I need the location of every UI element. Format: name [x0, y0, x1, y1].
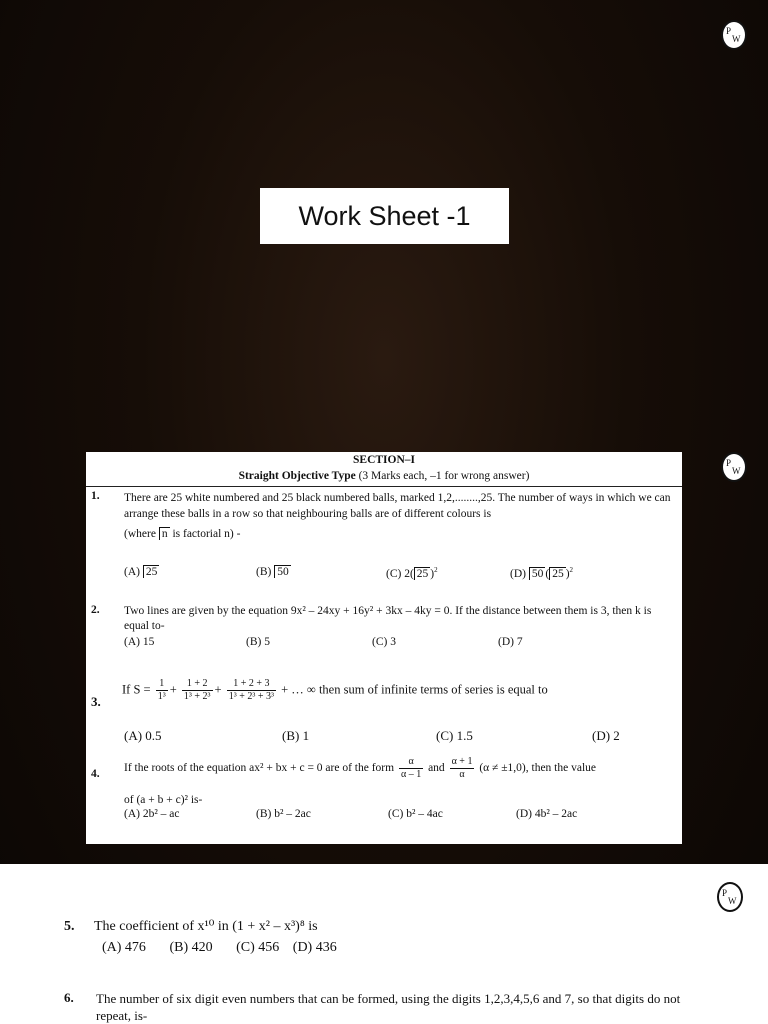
- subheading-marks: (3 Marks each, –1 for wrong answer): [358, 470, 530, 482]
- question-number: 3.: [91, 694, 101, 709]
- option-a[interactable]: (A) 25: [124, 566, 158, 578]
- question-4-text: If the roots of the equation ax² + bx + c = 0 are of the form $\frac{\alpha}{\alpha - 1}$ and $\frac{\alpha + 1}{\alpha}$ (α ≠ ±1,0), then the value: [124, 756, 597, 780]
- question-1-body: There are 25 white numbered and 25 black numbered balls, marked 1,2,........,25. The number of ways in which we can arrange these balls in a row so that neighbouring balls are of different colours is: [124, 492, 671, 520]
- pw-logo-icon: [721, 20, 747, 50]
- option-d[interactable]: (D) 4b² – 2ac: [516, 808, 578, 820]
- section-heading: SECTION–I: [353, 454, 415, 466]
- option-c[interactable]: (C) 1.5: [436, 728, 473, 743]
- option-a[interactable]: (A) 2b² – ac: [124, 808, 180, 820]
- subheading-type: Straight Objective Type: [238, 470, 356, 482]
- question-1-options: [124, 566, 664, 582]
- option-d[interactable]: (D) 436: [292, 940, 337, 955]
- note-suffix: is factorial n) -: [172, 528, 241, 540]
- pw-logo-icon: [717, 882, 743, 912]
- question-4-options: [124, 808, 664, 824]
- question-5-options: [102, 940, 337, 956]
- option-b[interactable]: (B) 420: [169, 940, 213, 955]
- option-c[interactable]: (C) b² – 4ac: [388, 808, 443, 820]
- option-c[interactable]: (C) 3: [372, 636, 396, 648]
- svg-text:P: P: [726, 458, 732, 468]
- question-3-text: If S = $\frac{1}{\text{1³}}$ + $\frac{1 + 2}{\text{1³ + 2³}}$ + $\frac{1 + 2 + 3}{\text{1³ + 2³ + 3³}}$ + … ∞ then sum of infinite terms of series is equal to: [122, 678, 548, 702]
- option-a[interactable]: (A) 15: [124, 636, 155, 648]
- option-d[interactable]: (D) 50 ( 25 )$^2$: [510, 566, 574, 580]
- question-2-text: Two lines are given by the equation 9x² – 24xy + 16y² + 3kx – 4ky = 0. If the distance between them is 3, then k is equal to-: [124, 605, 652, 632]
- question-number: 4.: [91, 768, 100, 780]
- svg-text:W: W: [728, 896, 737, 906]
- worksheet-page: [86, 452, 682, 844]
- question-5-text: The coefficient of x¹⁰ in (1 + x² – x³)⁸ is: [94, 919, 318, 934]
- divider: [86, 486, 682, 487]
- question-number: 1.: [91, 490, 100, 502]
- option-b[interactable]: (B) 5: [246, 636, 270, 648]
- option-d[interactable]: (D) 7: [498, 636, 523, 648]
- root-form-1: $\frac{\alpha}{\alpha - 1}$: [400, 756, 422, 780]
- question-6-text: The number of six digit even numbers that can be formed, using the digits 1,2,3,4,5,6 and 7, so that digits do not repeat, is-: [96, 991, 681, 1023]
- series-term-1: $\frac{1}{\text{1³}}$: [157, 678, 166, 702]
- pw-logo-icon: [721, 452, 747, 482]
- question-4-line-2: of (a + b + c)² is-: [124, 794, 203, 806]
- svg-text:P: P: [722, 888, 728, 898]
- svg-text:P: P: [726, 26, 732, 36]
- question-5: [64, 918, 318, 935]
- root-form-2: $\frac{\alpha + 1}{\alpha}$: [451, 756, 473, 780]
- svg-text:W: W: [732, 34, 741, 44]
- option-c[interactable]: (C) 456: [236, 940, 280, 955]
- question-number: 2.: [91, 604, 100, 616]
- option-b[interactable]: (B) 50: [256, 566, 289, 578]
- factorial-symbol: n: [159, 527, 170, 540]
- worksheet-title: Work Sheet -1: [260, 188, 509, 244]
- title-slide: [0, 0, 768, 432]
- option-b[interactable]: (B) b² – 2ac: [256, 808, 311, 820]
- question-2-options: [124, 636, 664, 652]
- option-a[interactable]: (A) 476: [102, 940, 146, 955]
- svg-text:W: W: [732, 466, 741, 476]
- question-number: 5.: [64, 919, 75, 934]
- questions-slide: [0, 432, 768, 864]
- note-prefix: (where: [124, 528, 156, 540]
- option-a[interactable]: (A) 0.5: [124, 728, 162, 743]
- series-term-2: $\frac{1 + 2}{\text{1³ + 2³}}$: [183, 678, 211, 702]
- question-1-text: [124, 490, 676, 542]
- option-d[interactable]: (D) 2: [592, 728, 620, 743]
- option-b[interactable]: (B) 1: [282, 728, 310, 743]
- question-number: 6.: [64, 990, 74, 1005]
- series-term-3: $\frac{1 + 2 + 3}{\text{1³ + 2³ + 3³}}$: [228, 678, 274, 702]
- question-3-options: [124, 728, 664, 744]
- section-subheading: [86, 470, 682, 482]
- option-c[interactable]: (C) 2( 25 )$^2$: [386, 566, 438, 580]
